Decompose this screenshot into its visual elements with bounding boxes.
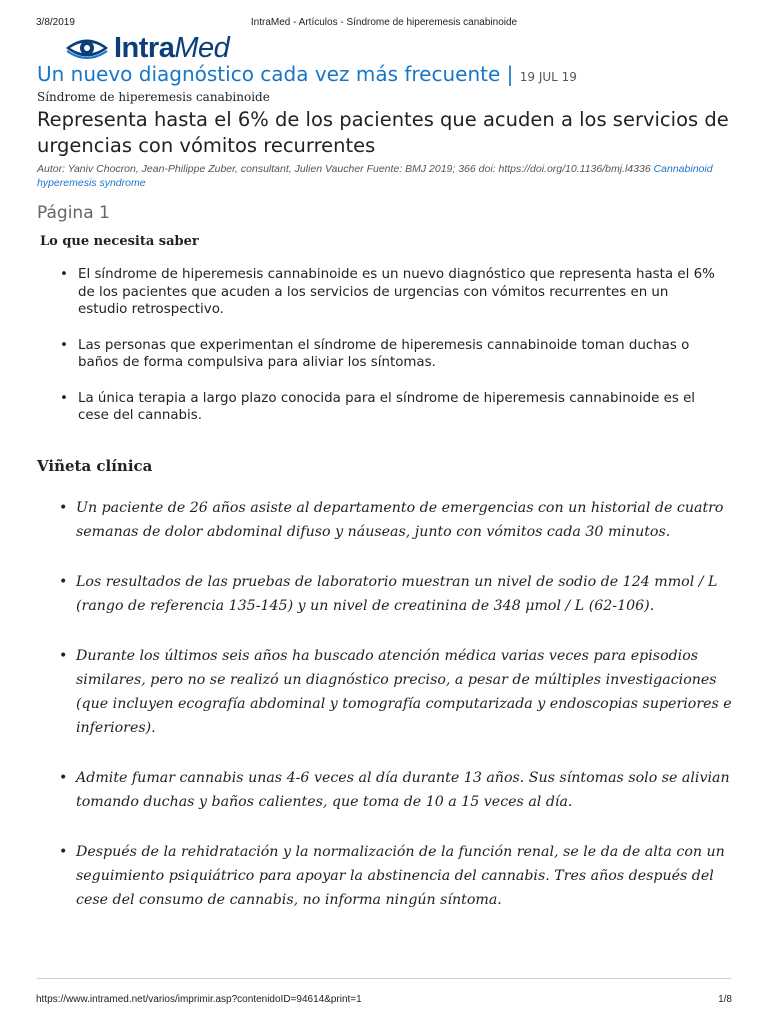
- print-header: [36, 17, 732, 31]
- article-subtitle: Síndrome de hiperemesis canabinoide: [37, 90, 270, 104]
- print-page-title: IntraMed - Artículos - Síndrome de hiperemesis canabinoide: [250, 17, 518, 28]
- list-item: • Los resultados de las pruebas de laboratorio muestran un nivel de sodio de 124 mmol / L (rango de referencia 135-145) y un nivel de creatinina de 348 μmol / L (62-106).: [37, 570, 738, 618]
- list-item: • Admite fumar cannabis unas 4-6 veces al día durante 13 años. Sus síntomas solo se alivian tomando duchas y baños calientes, que toma de 10 a 15 veces al día.: [37, 766, 738, 814]
- page-label: Página 1: [37, 203, 110, 223]
- list-item: • Durante los últimos seis años ha buscado atención médica varias veces para episodios similares, pero no se realizó un diagnóstico preciso, a pesar de múltiples investigaciones (que incluyen ecografía abdominal y tomografía computarizada y endoscopias superiores e inferiores).: [37, 644, 738, 740]
- article-headline: [37, 62, 738, 86]
- print-footer: [36, 994, 732, 1008]
- key-points-list: [40, 266, 720, 443]
- list-item: • Un paciente de 26 años asiste al departamento de emergencias con un historial de cuatro semanas de dolor abdominal difuso y náuseas, junto con vómitos cada 30 minutos.: [37, 496, 738, 544]
- article-byline: [37, 162, 728, 190]
- list-item: • La única terapia a largo plazo conocida para el síndrome de hiperemesis cannabinoide es el cese del cannabis.: [40, 390, 720, 425]
- print-url: https://www.intramed.net/varios/imprimir.asp?contenidoID=94614&print=1: [36, 994, 362, 1005]
- section-title-what-to-know: Lo que necesita saber: [40, 234, 199, 249]
- byline-text: Autor: Yaniv Chocron, Jean-Philippe Zuber, consultant, Julien Vaucher Fuente: BMJ 2019; 366 doi: https://doi.org/10.1136/bmj.l4336: [37, 163, 651, 175]
- eye-logo-icon: [64, 35, 110, 61]
- byline-source-link[interactable]: Cannabinoid hyperemesis syndrome: [37, 163, 713, 189]
- headline-text: Un nuevo diagnóstico cada vez más frecuente: [37, 62, 501, 86]
- logo-med-text: Med: [174, 31, 230, 64]
- section-title-clinical-vignette: Viñeta clínica: [37, 457, 153, 475]
- headline-separator: |: [506, 62, 514, 86]
- clinical-vignette-list: [37, 496, 738, 938]
- list-item: • El síndrome de hiperemesis cannabinoide es un nuevo diagnóstico que representa hasta el 6% de los pacientes que acuden a los servicios de urgencias con vómitos recurrentes en un estudio retrospectivo.: [40, 266, 720, 319]
- print-date: 3/8/2019: [36, 17, 75, 28]
- article-date: 19 JUL 19: [519, 70, 577, 84]
- print-page-number: 1/8: [718, 994, 732, 1005]
- article-lede: Representa hasta el 6% de los pacientes que acuden a los servicios de urgencias con vómitos recurrentes: [37, 108, 729, 157]
- list-item: • Las personas que experimentan el síndrome de hiperemesis cannabinoide toman duchas o baños de forma compulsiva para aliviar los síntomas.: [40, 337, 720, 372]
- intramed-logo[interactable]: [64, 33, 229, 63]
- list-item: • Después de la rehidratación y la normalización de la función renal, se le da de alta con un seguimiento psiquiátrico para apoyar la abstinencia del cannabis. Tres años después del cese del consumo de cannabis, no informa ningún síntoma.: [37, 840, 738, 912]
- logo-intra-text: Intra: [114, 31, 175, 64]
- divider: [37, 978, 731, 979]
